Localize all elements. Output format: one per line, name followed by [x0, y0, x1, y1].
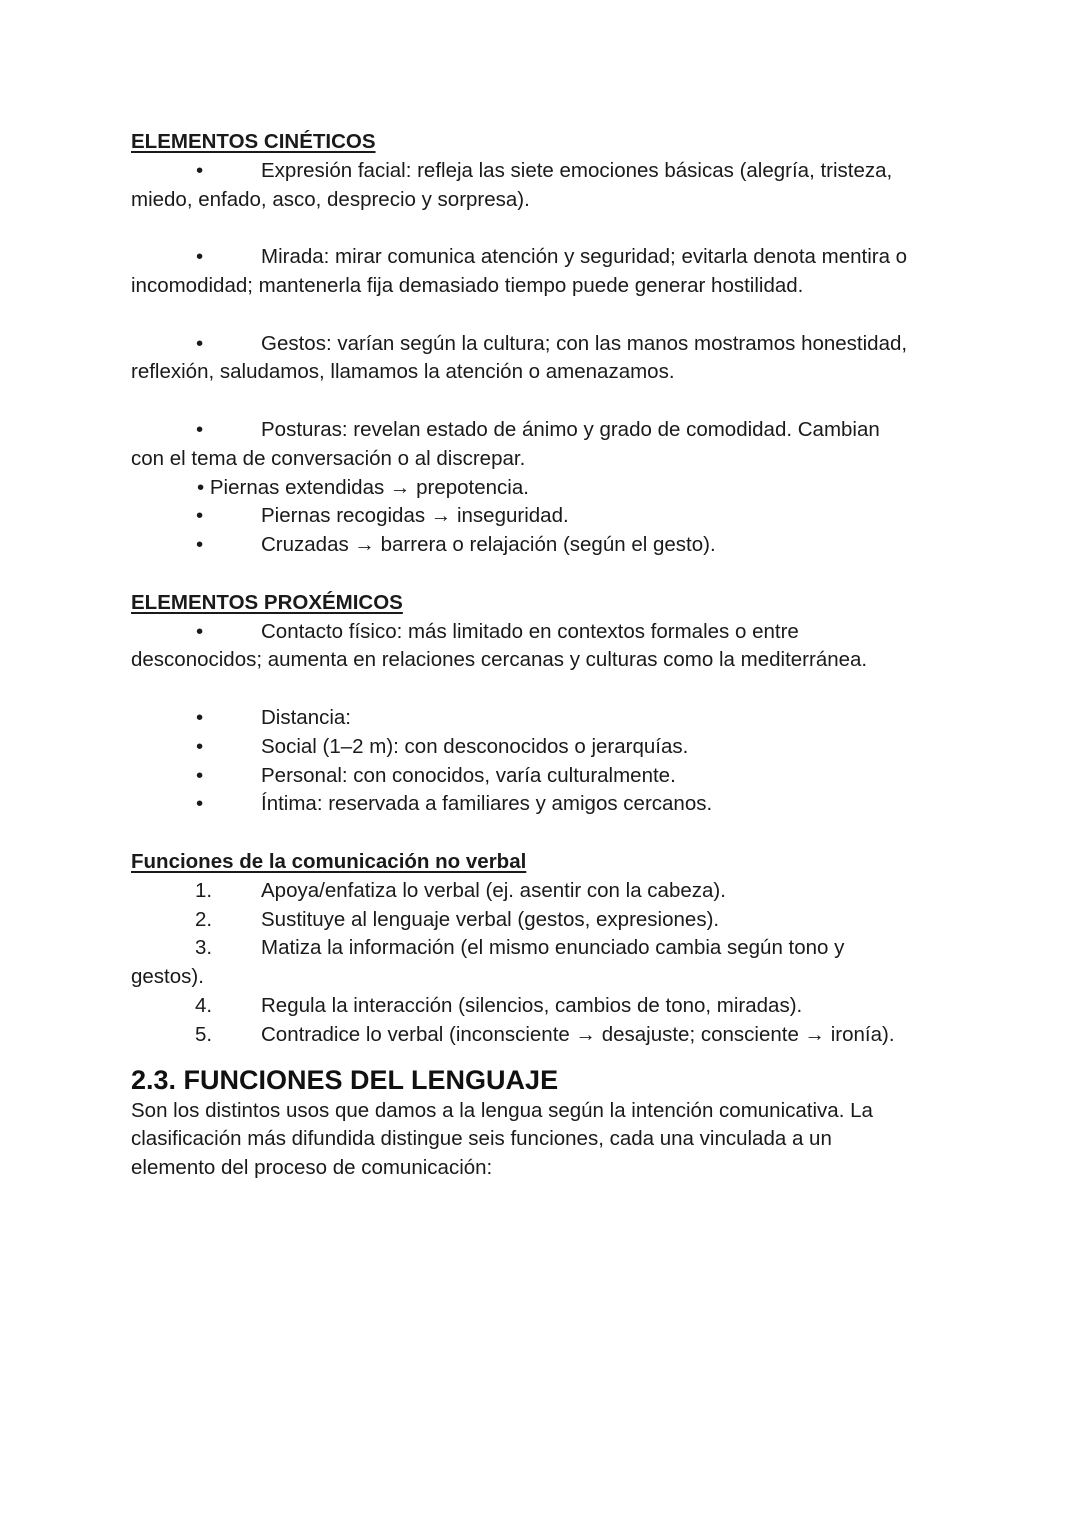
paragraph-line: elemento del proceso de comunicación:	[131, 1156, 493, 1180]
list-item	[131, 416, 961, 445]
facial-expression-continuation: miedo, enfado, asco, desprecio y sorpresa).	[131, 187, 530, 211]
distance-text: Distancia:	[261, 705, 352, 729]
spacer	[131, 675, 961, 704]
item-number: 1.	[195, 878, 213, 902]
list-item	[131, 157, 961, 186]
list-item	[131, 330, 961, 359]
item-number: 4.	[195, 993, 213, 1017]
section-title: 2.3. FUNCIONES DEL LENGUAJE	[131, 1064, 559, 1095]
numbered-item	[131, 1021, 961, 1050]
list-item	[131, 704, 961, 733]
bullet-marker: •	[196, 619, 204, 643]
item-text: Regula la interacción (silencios, cambios de tono, miradas).	[261, 993, 803, 1017]
contact-text: Contacto físico: más limitado en contextos formales o entre	[261, 619, 799, 643]
numbered-item	[131, 877, 961, 906]
list-item	[131, 618, 961, 647]
item-3-continuation: gestos).	[131, 965, 204, 989]
paragraph-line: clasificación más difundida distingue seis funciones, cada una vinculada a un	[131, 1127, 832, 1151]
intimate-distance-text: Íntima: reservada a familiares y amigos cercanos.	[261, 792, 713, 816]
crossed-text: Cruzadas → barrera o relajación (según el gesto).	[261, 533, 716, 557]
list-item	[131, 790, 961, 819]
bullet-marker: •	[196, 533, 204, 557]
item-number: 2.	[195, 907, 213, 931]
spacer	[131, 387, 961, 416]
item-number: 5.	[195, 1022, 213, 1046]
list-item	[131, 762, 961, 791]
functions-heading: Funciones de la comunicación no verbal	[131, 849, 527, 873]
paragraph-line: Son los distintos usos que damos a la lengua según la intención comunicativa. La	[131, 1098, 873, 1122]
item-text: Sustituye al lenguaje verbal (gestos, expresiones).	[261, 907, 720, 931]
gestures-text: Gestos: varían según la cultura; con las manos mostramos honestidad,	[261, 331, 908, 355]
personal-distance-text: Personal: con conocidos, varía culturalmente.	[261, 763, 676, 787]
postures-text: Posturas: revelan estado de ánimo y grado de comodidad. Cambian	[261, 417, 880, 441]
bullet-marker: •	[196, 504, 204, 528]
bullet-marker: •	[196, 792, 204, 816]
facial-expression-text: Expresión facial: refleja las siete emociones básicas (alegría, tristeza,	[261, 158, 893, 182]
proxemic-heading: ELEMENTOS PROXÉMICOS	[131, 590, 403, 614]
list-item	[131, 502, 961, 531]
document-page	[131, 128, 961, 1183]
gaze-text: Mirada: mirar comunica atención y seguridad; evitarla denota mentira o	[261, 245, 908, 269]
social-distance-text: Social (1–2 m): con desconocidos o jerarquías.	[261, 734, 689, 758]
item-text: Contradice lo verbal (inconsciente → desajuste; consciente → ironía).	[261, 1022, 895, 1046]
bullet-marker: •	[196, 417, 204, 441]
list-item	[131, 733, 961, 762]
item-text: Matiza la información (el mismo enunciado cambia según tono y	[261, 936, 845, 960]
numbered-item	[131, 934, 961, 963]
numbered-item	[131, 992, 961, 1021]
bullet-marker: •	[196, 245, 204, 269]
gaze-continuation: incomodidad; mantenerla fija demasiado tiempo puede generar hostilidad.	[131, 273, 804, 297]
kinetic-heading: ELEMENTOS CINÉTICOS	[131, 130, 376, 153]
bullet-marker: •	[196, 705, 204, 729]
item-text: Apoya/enfatiza lo verbal (ej. asentir con la cabeza).	[261, 878, 726, 902]
bullet-marker: •	[196, 158, 204, 182]
spacer	[131, 560, 961, 589]
spacer	[131, 819, 961, 848]
gestures-continuation: reflexión, saludamos, llamamos la atención o amenazamos.	[131, 360, 675, 384]
list-item	[131, 243, 961, 272]
bullet-marker: •	[196, 763, 204, 787]
legs-extended-item: • Piernas extendidas → prepotencia.	[197, 475, 529, 499]
legs-tucked-text: Piernas recogidas → inseguridad.	[261, 504, 569, 528]
contact-continuation: desconocidos; aumenta en relaciones cercanas y culturas como la mediterránea.	[131, 648, 868, 672]
list-item	[131, 531, 961, 560]
bullet-marker: •	[196, 331, 204, 355]
spacer	[131, 301, 961, 330]
bullet-marker: •	[196, 734, 204, 758]
postures-continuation: con el tema de conversación o al discrepar.	[131, 446, 526, 470]
item-number: 3.	[195, 936, 213, 960]
numbered-item	[131, 906, 961, 935]
spacer	[131, 214, 961, 243]
